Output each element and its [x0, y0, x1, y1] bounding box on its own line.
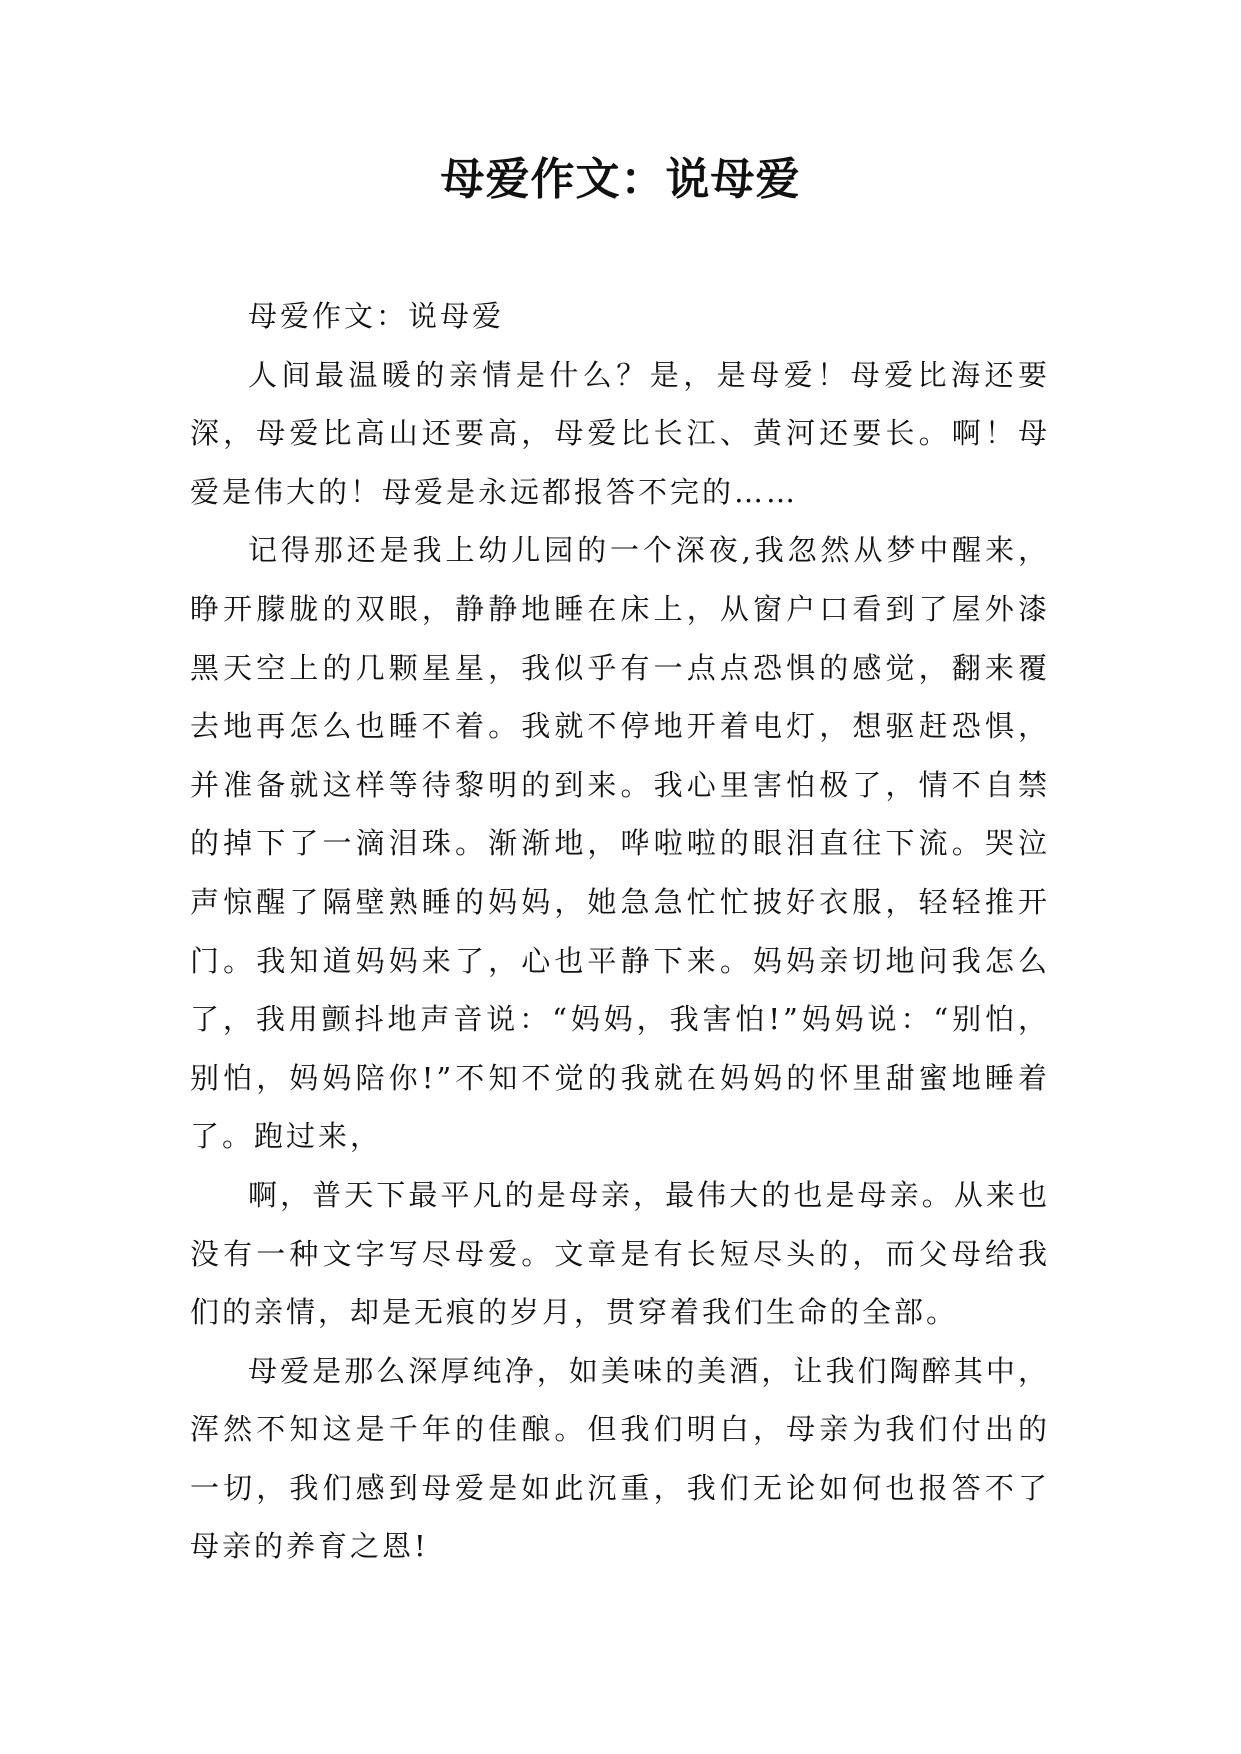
paragraph-intro: 人间最温暖的亲情是什么？是，是母爱！母爱比海还要深，母爱比高山还要高，母爱比长江、黄河还要长。啊！母爱是伟大的！母爱是永远都报答不完的…… [190, 357, 1050, 509]
paragraph-reflection: 啊，普天下最平凡的是母亲，最伟大的也是母亲。从来也没有一种文字写尽母爱。文章是有长短尽头的，而父母给我们的亲情，却是无痕的岁月，贯穿着我们生命的全部。 [190, 1177, 1050, 1330]
document-title: 母爱作文：说母爱 [440, 154, 801, 205]
paragraph-subtitle: 母爱作文：说母爱 [248, 299, 505, 333]
paragraph-memory: 记得那还是我上幼儿园的一个深夜,我忽然从梦中醒来，睁开朦胧的双眼，静静地睡在床上，从窗户口看到了屋外漆黑天空上的几颗星星，我似乎有一点点恐惧的感觉，翻来覆去地再怎么也睡不着。我就不停地开着电灯，想驱赶恐惧，并准备就这样等待黎明的到来。我心里害怕极了，情不自禁的掉下了一滴泪珠。渐渐地，哗啦啦的眼泪直往下流。哭泣声惊醒了隔壁熟睡的妈妈，她急急忙忙披好衣服，轻轻推开门。我知道妈妈来了，心也平静下来。妈妈亲切地问我怎么了，我用颤抖地声音说：“妈妈，我害怕!”妈妈说：“别怕，别怕，妈妈陪你!”不知不觉的我就在妈妈的怀里甜蜜地睡着了。跑过来， [190, 533, 1050, 1154]
paragraph-conclusion: 母爱是那么深厚纯净，如美味的美酒，让我们陶醉其中，浑然不知这是千年的佳酿。但我们明白，母亲为我们付出的一切，我们感到母爱是如此沉重，我们无论如何也报答不了母亲的养育之恩! [190, 1353, 1050, 1564]
document-body [190, 287, 1050, 1576]
